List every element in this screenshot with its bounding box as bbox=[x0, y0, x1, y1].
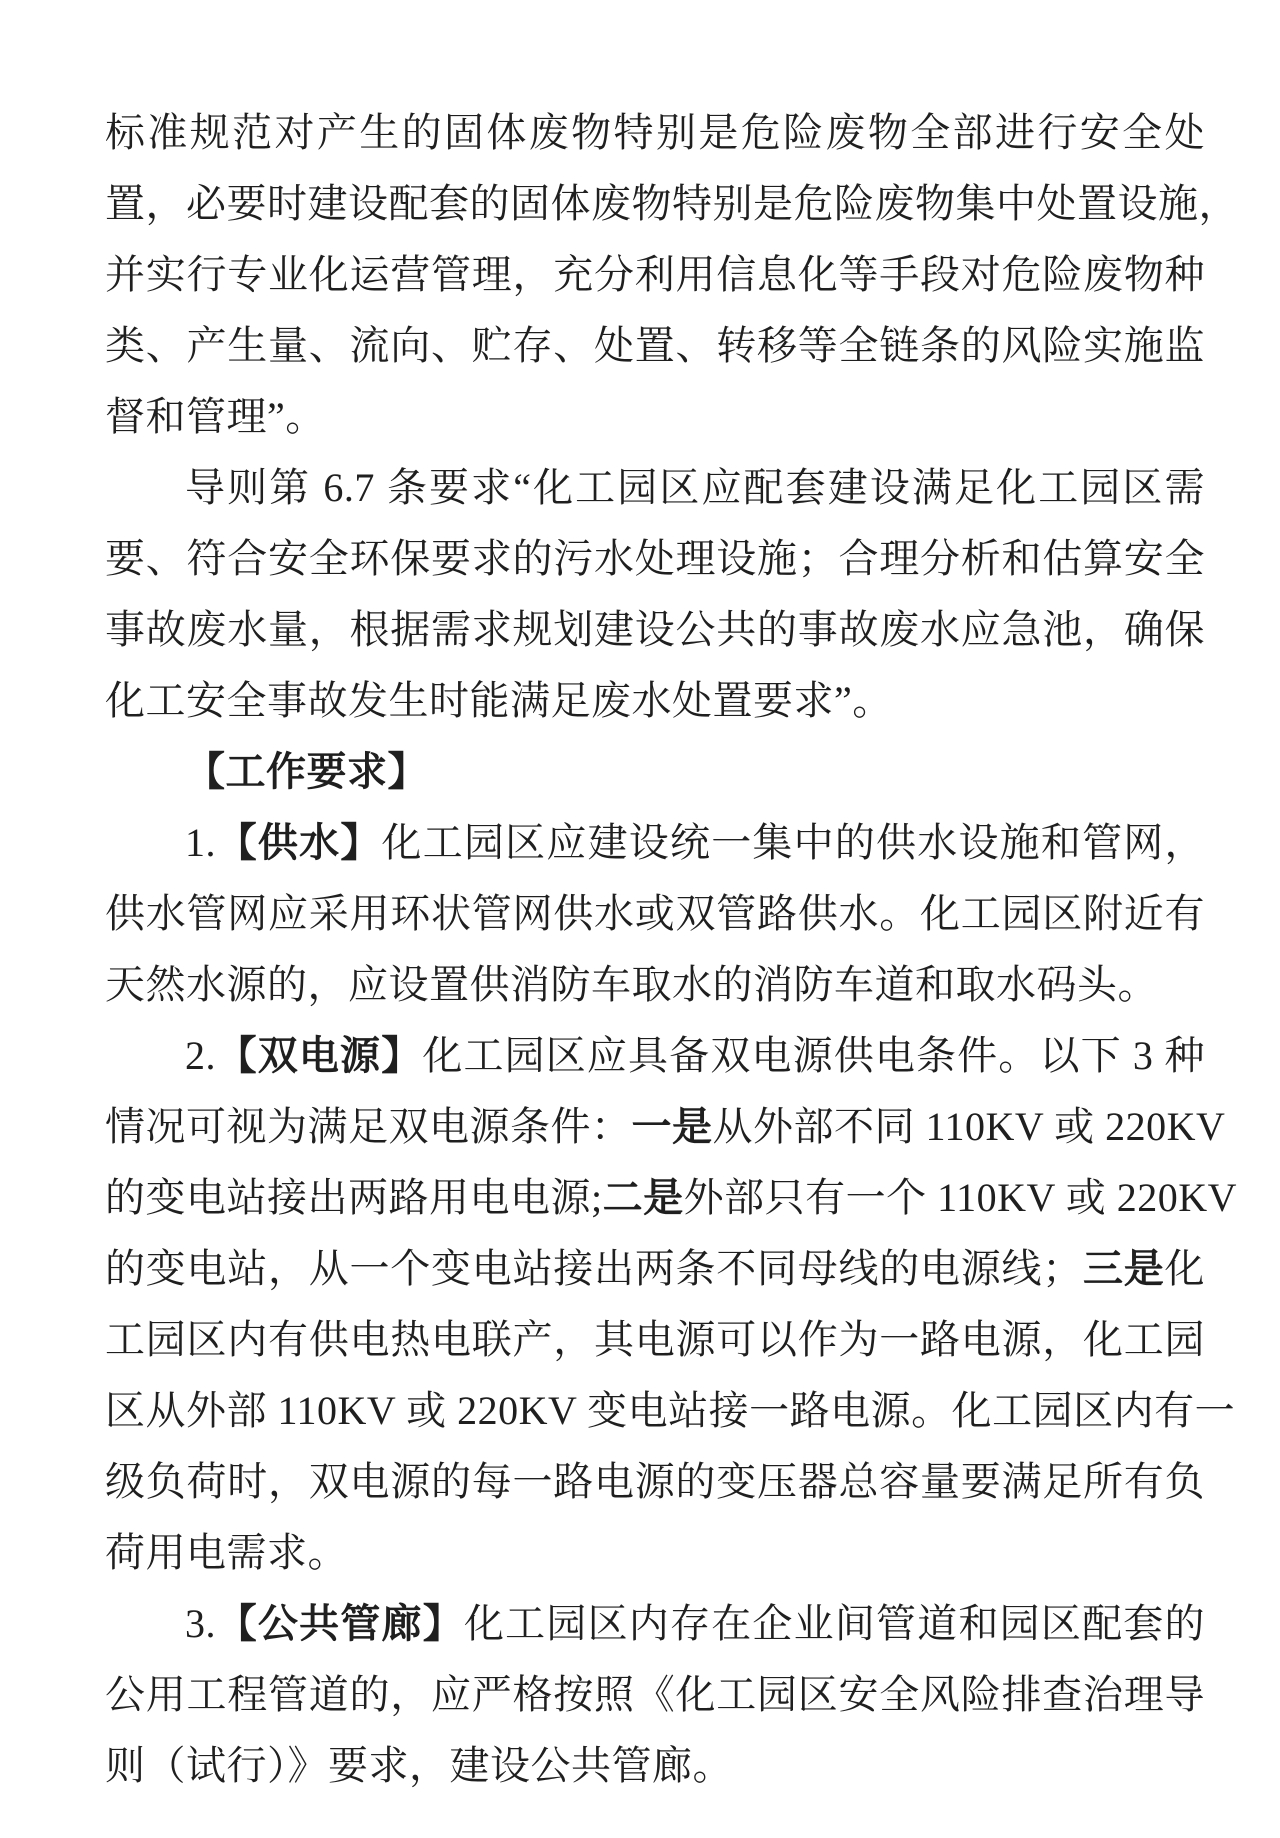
text-run: 1. bbox=[185, 820, 216, 865]
bold-text-run: 三是 bbox=[1082, 1247, 1165, 1291]
text-run: 化工园区应具备双电源供电条件。以下 3 种 bbox=[422, 1033, 1206, 1078]
text-line bbox=[105, 1233, 1205, 1304]
text-line bbox=[105, 1659, 1205, 1730]
text-line bbox=[105, 381, 1205, 452]
bold-text-run: 一是 bbox=[631, 1105, 713, 1149]
text-line bbox=[105, 452, 1205, 523]
text-run: 天然水源的，应设置供消防车取水的消防车道和取水码头。 bbox=[105, 962, 1158, 1007]
text-run: 荷用电需求。 bbox=[105, 1530, 348, 1575]
text-run: 情况可视为满足双电源条件： bbox=[105, 1104, 632, 1149]
text-run: 督和管理”。 bbox=[105, 394, 326, 439]
text-run: 类、产生量、流向、贮存、处置、转移等全链条的风险实施监 bbox=[105, 323, 1205, 368]
text-line bbox=[105, 949, 1205, 1020]
text-run: 化工园区应建设统一集中的供水设施和管网， bbox=[381, 820, 1206, 865]
text-run: 则（试行）》要求，建设公共管廊。 bbox=[105, 1743, 733, 1788]
text-line bbox=[105, 239, 1205, 310]
text-line bbox=[105, 1091, 1226, 1162]
bold-text-run: 【公共管廊】 bbox=[216, 1602, 464, 1646]
text-line bbox=[105, 807, 1205, 878]
text-run: 导则第 6.7 条要求“化工园区应配套建设满足化工园区需 bbox=[185, 465, 1205, 510]
text-line bbox=[105, 1375, 1236, 1446]
text-run: 级负荷时，双电源的每一路电源的变压器总容量要满足所有负 bbox=[105, 1459, 1205, 1504]
text-line bbox=[105, 1730, 1205, 1801]
text-run: 公用工程管道的，应严格按照《化工园区安全风险排查治理导 bbox=[105, 1672, 1205, 1717]
text-run: 从外部不同 110KV 或 220KV bbox=[712, 1104, 1226, 1149]
text-run: 外部只有一个 110KV 或 220KV bbox=[683, 1175, 1237, 1220]
text-line bbox=[105, 1517, 1205, 1588]
text-line bbox=[105, 1304, 1205, 1375]
bold-text-run: 【供水】 bbox=[216, 821, 382, 865]
text-run: 并实行专业化运营管理，充分利用信息化等手段对危险废物种 bbox=[105, 252, 1205, 297]
text-run: 事故废水量，根据需求规划建设公共的事故废水应急池，确保 bbox=[105, 607, 1205, 652]
text-run: 工园区内有供电热电联产，其电源可以作为一路电源，化工园 bbox=[105, 1317, 1205, 1362]
text-run: 要、符合安全环保要求的污水处理设施；合理分析和估算安全 bbox=[105, 536, 1205, 581]
text-line bbox=[105, 310, 1205, 381]
text-run: 区从外部 110KV 或 220KV 变电站接一路电源。化工园区内有一 bbox=[105, 1388, 1236, 1433]
bold-text-run: 【双电源】 bbox=[216, 1034, 423, 1078]
text-run: 供水管网应采用环状管网供水或双管路供水。化工园区附近有 bbox=[105, 891, 1205, 936]
text-line bbox=[105, 1446, 1205, 1517]
text-run: 3. bbox=[185, 1601, 216, 1646]
text-line bbox=[105, 168, 1239, 239]
text-run: 的变电站接出两路用电电源; bbox=[105, 1175, 603, 1220]
text-line bbox=[105, 1162, 1237, 1233]
text-line bbox=[105, 878, 1205, 949]
text-line bbox=[105, 97, 1205, 168]
text-run: 置，必要时建设配套的固体废物特别是危险废物集中处置设施， bbox=[105, 181, 1239, 226]
text-line bbox=[105, 594, 1205, 665]
bold-text-run: 二是 bbox=[602, 1176, 684, 1220]
text-line bbox=[105, 736, 1205, 807]
text-line bbox=[105, 1020, 1205, 1091]
text-run: 化工园区内存在企业间管道和园区配套的 bbox=[463, 1601, 1206, 1646]
bold-text-run: 【工作要求】 bbox=[185, 750, 428, 794]
text-run: 的变电站，从一个变电站接出两条不同母线的电源线； bbox=[105, 1246, 1083, 1291]
text-run: 2. bbox=[185, 1033, 216, 1078]
text-line bbox=[105, 1588, 1205, 1659]
text-line bbox=[105, 665, 1205, 736]
text-run: 化 bbox=[1164, 1246, 1205, 1291]
text-line bbox=[105, 523, 1205, 594]
document-body bbox=[105, 97, 1239, 1801]
text-run: 化工安全事故发生时能满足废水处置要求”。 bbox=[105, 678, 893, 723]
text-run: 标准规范对产生的固体废物特别是危险废物全部进行安全处 bbox=[105, 110, 1205, 155]
